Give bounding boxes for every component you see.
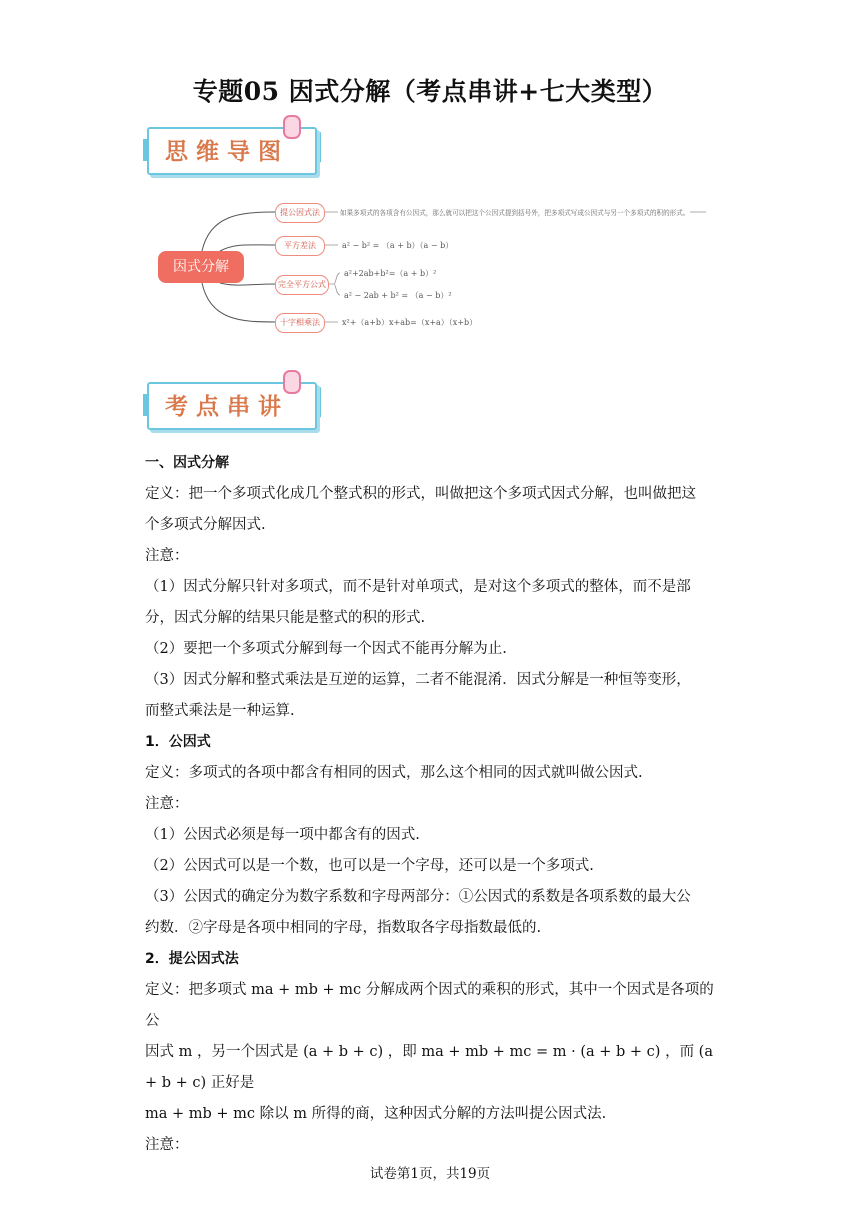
paragraph-line: （3）因式分解和整式乘法是互逆的运算，二者不能混淆．因式分解是一种恒等变形，: [145, 672, 691, 688]
mind-map-formula: x²+（a+b）x+ab=（x+a）（x+b）: [342, 318, 478, 327]
document-body: [145, 448, 725, 1161]
paragraph-line: （1）因式分解只针对多项式，而不是针对单项式，是对这个多项式的整体，而不是部: [145, 579, 691, 595]
banner-mindmap-label: 思维导图: [165, 138, 289, 165]
paragraph-line: 定义：把一个多项式化成几个整式积的形式，叫做把这个多项式因式分解，也叫做把这: [145, 486, 696, 502]
mind-map-node: 十字相乘法: [275, 313, 325, 333]
banner-mindmap: [143, 123, 321, 175]
mind-map-node: 平方差法: [275, 236, 325, 256]
page-title: 专题05 因式分解（考点串讲+七大类型）: [192, 77, 668, 106]
paragraph-line: 定义：把多项式 ma + mb + mc 分解成两个因式的乘积的形式，其中一个因式是各项的公: [145, 982, 714, 1029]
paragraph-line: 个多项式分解因式.: [145, 517, 266, 533]
mind-map-formula: a² − 2ab + b² = （a − b）²: [344, 291, 452, 300]
mind-map: [150, 195, 720, 340]
page-footer: 试卷第1页，共19页: [369, 1166, 491, 1182]
paragraph-line: 因式 m ，另一个因式是 (a + b + c) ，即 ma + mb + mc = m · (a + b + c) ，而 (a + b + c) 正好是: [145, 1044, 713, 1091]
paragraph-line: （3）公因式的确定分为数字系数和字母两部分：①公因式的系数是各项系数的最大公: [145, 889, 691, 905]
banner-keypoints: [143, 378, 321, 430]
paragraph-line: 定义：多项式的各项中都含有相同的因式，那么这个相同的因式就叫做公因式.: [145, 765, 643, 781]
paragraph-line: 注意：: [145, 548, 189, 564]
section-heading: 1．公因式: [145, 734, 211, 750]
section-heading: 一、因式分解: [145, 455, 229, 471]
mind-map-node: 提公因式法: [275, 203, 325, 223]
mind-map-formula: a²+2ab+b²=（a + b）²: [344, 269, 437, 278]
banner-keypoints-label: 考点串讲: [165, 393, 289, 420]
paragraph-line: （1）公因式必须是每一项中都含有的因式.: [145, 827, 420, 843]
mind-map-formula: a² − b² = （a + b）（a − b）: [342, 241, 454, 250]
paragraph-line: 分，因式分解的结果只能是整式的积的形式.: [145, 610, 426, 626]
paragraph-line: 而整式乘法是一种运算.: [145, 703, 295, 719]
section-heading: 2．提公因式法: [145, 951, 239, 967]
mind-map-root: 因式分解: [158, 251, 244, 283]
paragraph-line: 约数．②字母是各项中相同的字母，指数取各字母指数最低的.: [145, 920, 542, 936]
paragraph-line: 注意：: [145, 1137, 189, 1153]
paragraph-line: （2）公因式可以是一个数，也可以是一个字母，还可以是一个多项式.: [145, 858, 594, 874]
paragraph-line: 注意：: [145, 796, 189, 812]
paragraph-line: （2）要把一个多项式分解到每一个因式不能再分解为止.: [145, 641, 507, 657]
paragraph-line: ma + mb + mc 除以 m 所得的商，这种因式分解的方法叫提公因式法.: [145, 1106, 607, 1122]
mind-map-desc: 如果多项式的各项含有公因式，那么就可以把这个公因式提到括号外，把多项式写成公因式与另一个多项式的积的形式。: [340, 209, 690, 217]
mind-map-node: 完全平方公式: [275, 275, 329, 295]
